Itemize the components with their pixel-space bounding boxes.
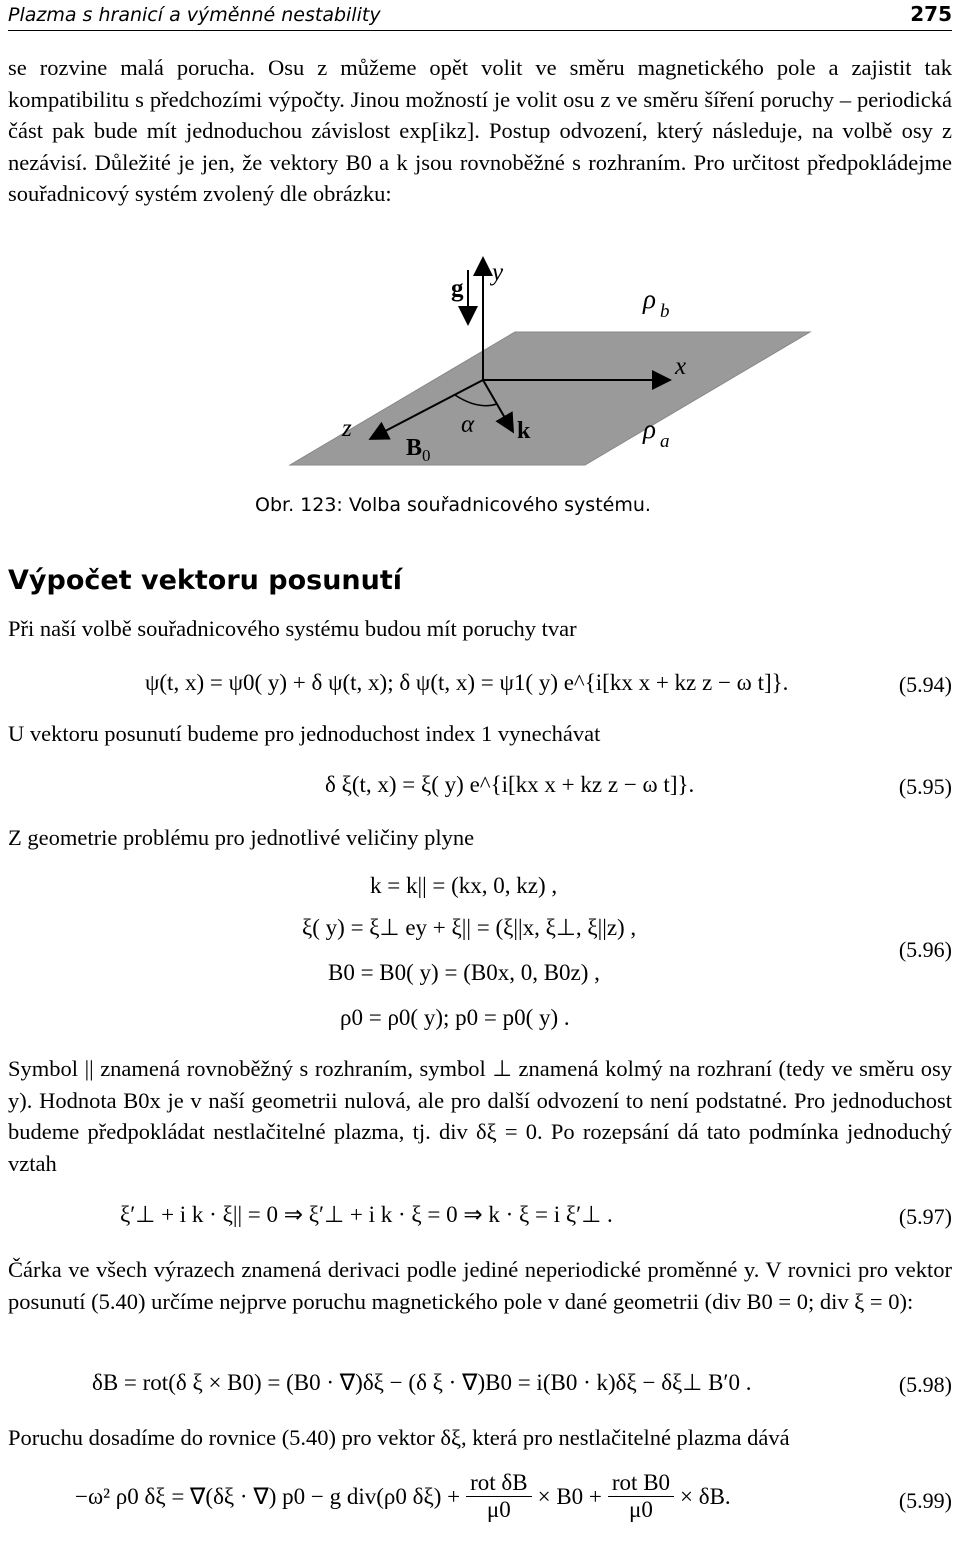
label-rho-b: ρ $_b$ [643,284,670,322]
label-x: x [675,353,687,380]
equation-5-96-line-2: ξ( y) = ξ⊥ ey + ξ|| = (ξ||x, ξ⊥, ξ||z) , [302,915,637,940]
label-y: y [492,259,504,286]
equation-5-94: ψ(t, x) = ψ0( y) + δ ψ(t, x); δ ψ(t, x) = ψ1( y) e^{i[kx x + kz z − ω t]}. [145,670,789,695]
equation-5-96-line-3: B0 = B0( y) = (B0x, 0, B0z) , [328,960,600,985]
paragraph-4: Symbol || znamená rovnoběžný s rozhraním, symbol ⊥ znamená kolmý na rozhraní (tedy ve směru osy y). Hodnota B0x je v naší geometrii nulová, ale pro další odvození to není podstatné. Pro jednoduchost budeme předpokládat nestlačitelné plazma, tj. div δξ = 0. Po rozepsání dá tato podmínka jednoduchý vztah [8,1056,952,1176]
equation-5-95: δ ξ(t, x) = ξ( y) e^{i[kx x + kz z − ω t]}. [325,772,695,797]
equation-5-97: ξ′⊥ + i k · ξ|| = 0 ⇒ ξ′⊥ + i k · ξ = 0 ⇒ k · ξ = i ξ′⊥ . [120,1202,613,1227]
paragraph-1: Při naší volbě souřadnicového systému budou mít poruchy tvar [8,616,577,641]
equation-5-98: δB = rot(δ ξ × B0) = (B0 · ∇)δξ − (δ ξ · ∇)B0 = i(B0 · k)δξ − δξ⊥ B′0 . [92,1370,752,1395]
equation-5-99 [75,1470,731,1523]
intro-paragraph: se rozvine malá porucha. Osu z můžeme opět volit ve směru magnetického pole a zajistit tak kompatibilitu s předchozími výpočty. Jinou možností je volit osu z ve směru šíření poruchy – periodická část pak bude mít jednoduchou závislost exp[ikz]. Postup odvození, který následuje, na volbě osy z nezávisí. Důležité je jen, že vektory B0 a k jsou rovnoběžné s rozhraním. Pro určitost předpokládejme souřadnicový systém zvolený dle obrázku: [8,55,952,206]
equation-5-96-line-4: ρ0 = ρ0( y); p0 = p0( y) . [340,1005,570,1030]
interface-plane [290,332,810,465]
equation-number-5-94: (5.94) [898,672,952,697]
label-z: z [342,415,352,442]
label-g: g [451,275,464,302]
label-B0: $B_0$ [406,435,431,465]
paragraph-5: Čárka ve všech výrazech znamená derivaci podle jediné neperiodické proměnné y. V rovnici pro vektor posunutí (5.40) určíme nejprve poruchu magnetického pole v dané geometrii (div B0 = 0; div ξ = 0): [8,1257,952,1314]
coordinate-figure [0,250,960,490]
label-alpha: α [461,411,475,438]
equation-number-5-97: (5.97) [898,1204,952,1229]
equation-number-5-99: (5.99) [898,1488,952,1513]
eq99-fraction-2: $\frac{\text{rot B0}}{\mu 0}$ [608,1470,674,1523]
page-number: 275 [910,2,952,26]
paragraph-6: Poruchu dosadíme do rovnice (5.40) pro vektor δξ, která pro nestlačitelné plazma dává [8,1425,790,1450]
figure-caption: Obr. 123: Volba souřadnicového systému. [255,494,651,516]
eq99-mid: × B0 + [537,1483,602,1509]
paragraph-2: U vektoru posunutí budeme pro jednoduchost index 1 vynechávat [8,721,601,746]
section-heading: Výpočet vektoru posunutí [8,565,403,596]
eq99-end: × δB. [680,1483,731,1509]
equation-number-5-98: (5.98) [898,1372,952,1397]
label-k: k [517,418,531,444]
eq99-lhs: −ω² ρ0 δξ = ∇(δξ · ∇) p0 − g div(ρ0 δξ) + [75,1483,461,1509]
running-title: Plazma s hranicí a výměnné nestability [8,4,381,26]
paragraph-3: Z geometrie problému pro jednotlivé veličiny plyne [8,825,475,850]
equation-number-5-95: (5.95) [898,774,952,799]
equation-5-96-line-1: k = k|| = (kx, 0, kz) , [370,873,558,898]
label-rho-a: ρ $_a$ [643,414,670,452]
equation-number-5-96: (5.96) [898,937,952,962]
eq99-fraction-1: $\frac{\text{rot δB}}{\mu 0}$ [466,1470,531,1523]
page-header [8,0,952,31]
